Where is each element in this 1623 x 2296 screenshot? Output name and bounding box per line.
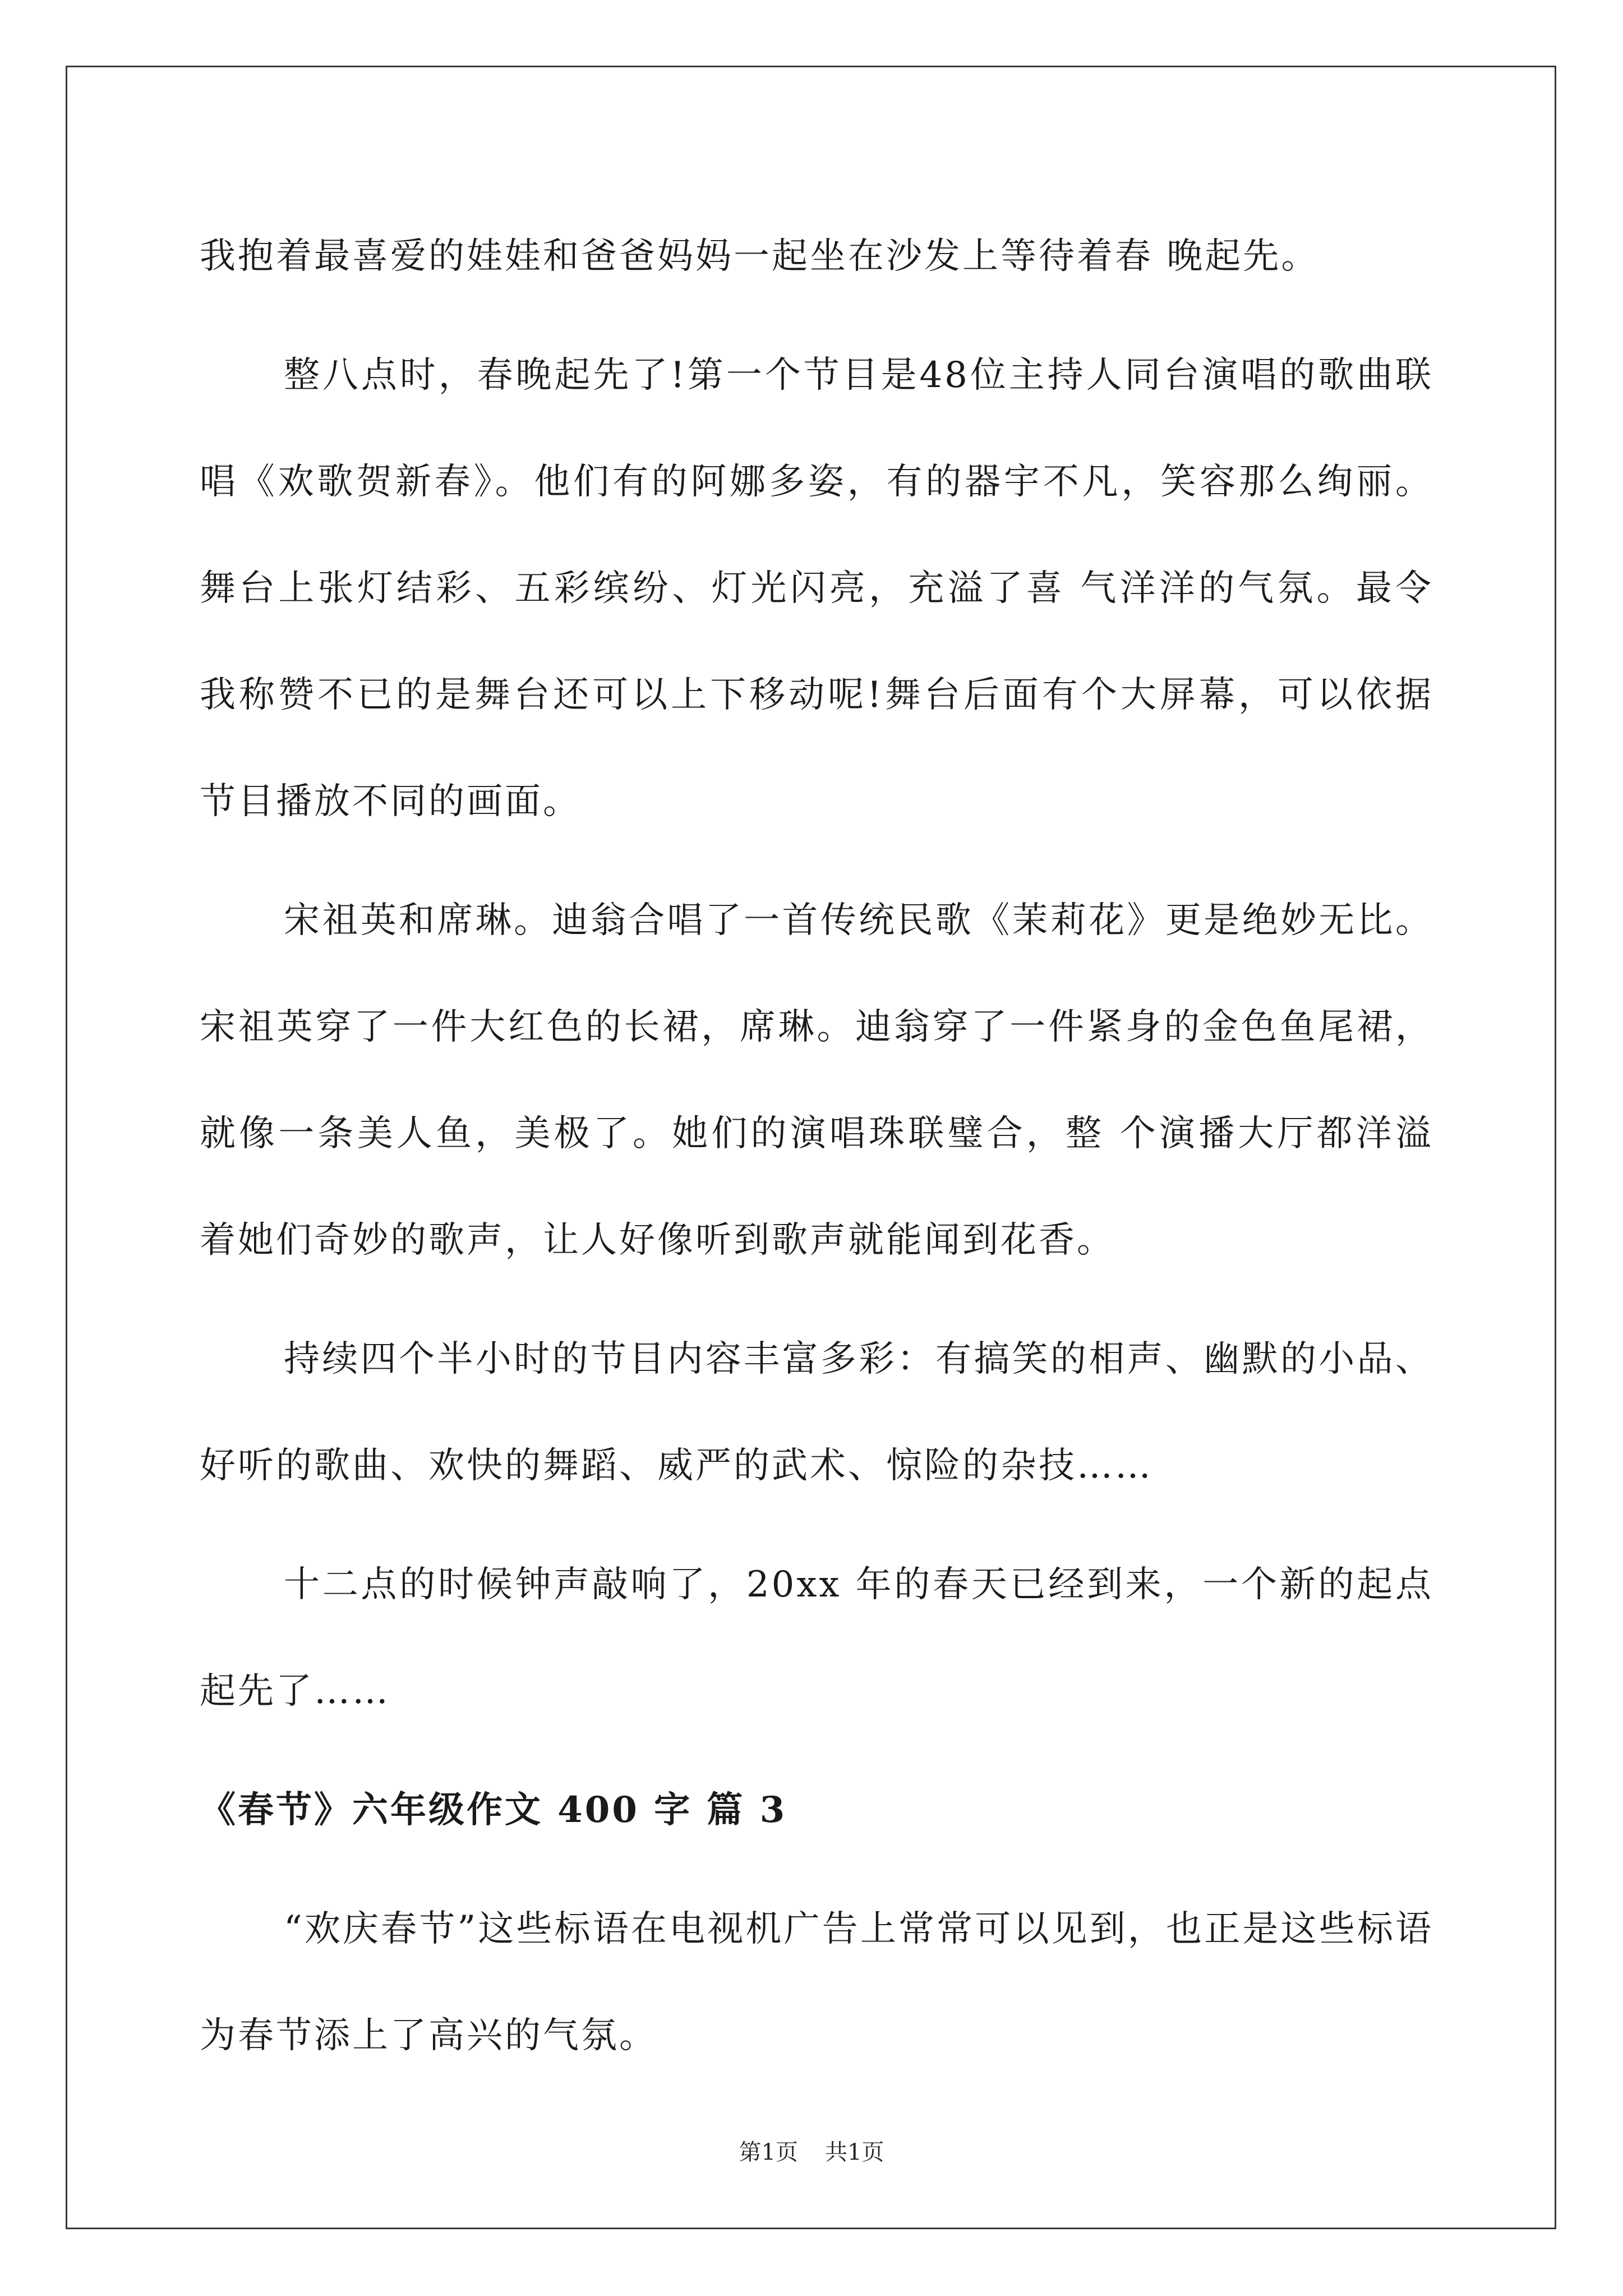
page-number: 第1页 — [739, 2139, 798, 2165]
section-paragraph-1: “欢庆春节”这些标语在电视机广告上常常可以见到，也正是这些标语为春节添上了高兴的气氛。 — [200, 1908, 1433, 2056]
page-footer — [0, 2134, 1623, 2166]
page-total: 共1页 — [825, 2139, 884, 2165]
paragraph-1: 我抱着最喜爱的娃娃和爸爸妈妈一起坐在沙发上等待着春 晚起先。 — [200, 236, 1320, 277]
document-body — [200, 203, 1433, 2101]
paragraph-2: 整八点时，春晚起先了!第一个节目是48位主持人同台演唱的歌曲联唱《欢歌贺新春》。他们有的阿娜多姿，有的器宇不凡，笑容那么绚丽。舞台上张灯结彩、五彩缤纷、灯光闪亮，充溢了喜 气洋洋的气氛。最令我称赞不已的是舞台还可以上下移动呢!舞台后面有个大屏幕，可以依据节目播放不同的画面。 — [200, 355, 1433, 822]
paragraph-5: 十二点的时候钟声敲响了，20xx 年的春天已经到来，一个新的起点起先了…… — [200, 1564, 1433, 1712]
paragraph-3: 宋祖英和席琳。迪翁合唱了一首传统民歌《茉莉花》更是绝妙无比。宋祖英穿了一件大红色的长裙，席琳。迪翁穿了一件紧身的金色鱼尾裙，就像一条美人鱼，美极了。她们的演唱珠联璧合，整 个演播大厅都洋溢着她们奇妙的歌声，让人好像听到歌声就能闻到花香。 — [200, 900, 1433, 1261]
section-heading: 《春节》六年级作文 400 字 篇 3 — [200, 1789, 787, 1831]
paragraph-4: 持续四个半小时的节目内容丰富多彩：有搞笑的相声、幽默的小品、好听的歌曲、欢快的舞蹈、威严的武术、惊险的杂技…… — [200, 1338, 1433, 1487]
